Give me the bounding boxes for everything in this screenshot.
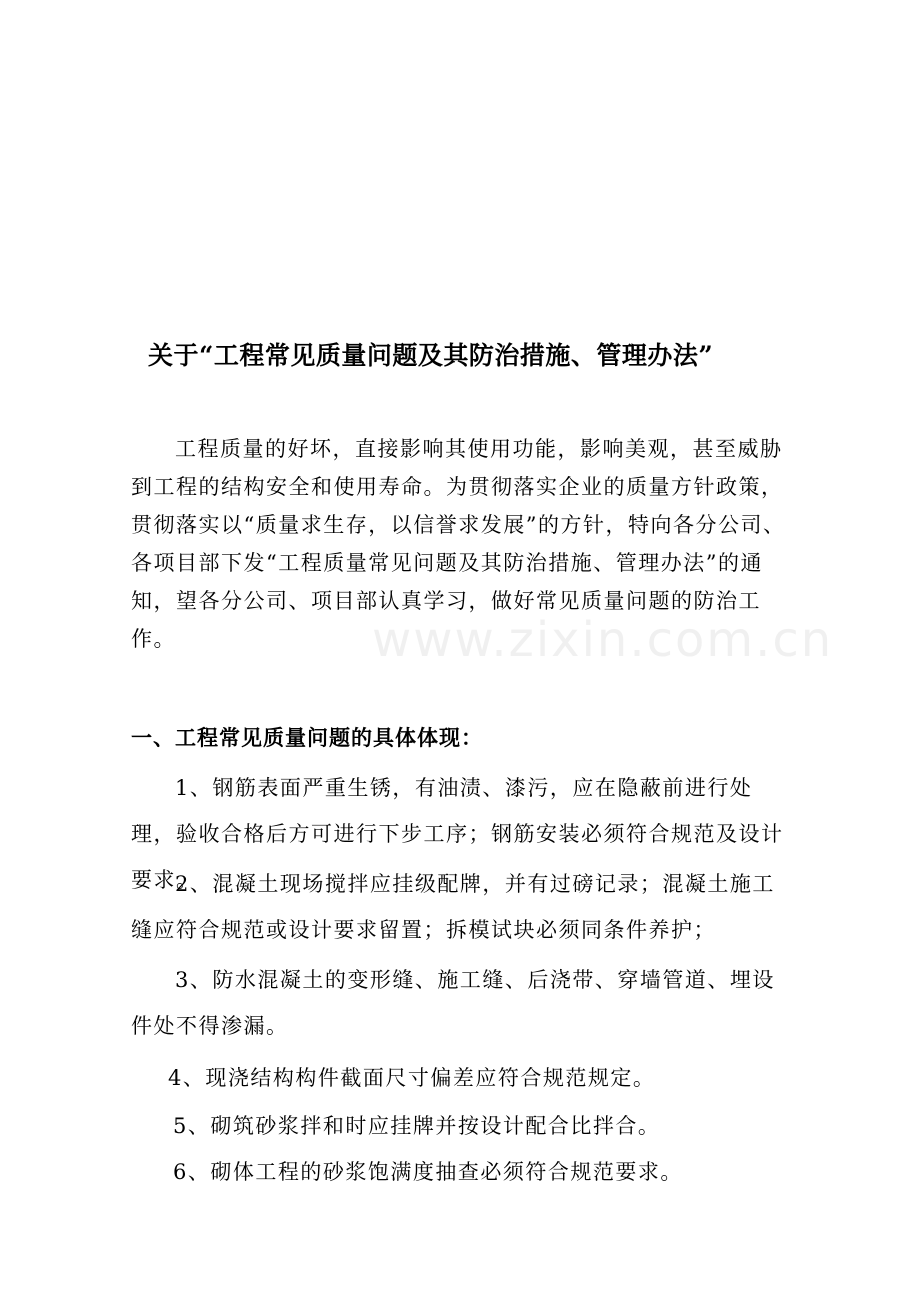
list-item-text: 3、防水混凝土的变形缝、施工缝、后浇带、穿墙管道、埋设件处不得渗漏。: [131, 968, 775, 1038]
watermark: www.zixin.com.cn: [372, 612, 834, 668]
list-item-text: 5、砌筑砂浆拌和时应挂牌并按设计配合比拌合。: [173, 1114, 661, 1138]
list-item-text: 4、现浇结构构件截面尺寸偏差应符合规范规定。: [168, 1066, 656, 1090]
intro-text: 工程质量的好坏，直接影响其使用功能，影响美观，甚至威胁到工程的结构安全和使用寿命。为贯彻落实企业的质量方针政策，贯彻落实以“质量求生存，以信誉求发展”的方针，特向各分公司、各项目部下发“工程质量常见问题及其防治措施、管理办法”的通知，望各分公司、项目部认真学习，做好常见质量问题的防治工作。: [131, 437, 786, 651]
section-heading: 一、工程常见质量问题的具体体现：: [131, 725, 483, 750]
list-item: [131, 957, 796, 1049]
list-item: [168, 1055, 833, 1101]
list-item: [131, 861, 796, 953]
document-title: 关于“工程常见质量问题及其防治措施、管理办法”: [148, 341, 714, 370]
list-item: [173, 1103, 838, 1149]
list-item-text: 2、混凝土现场搅拌应挂级配牌，并有过磅记录；混凝土施工缝应符合规范或设计要求留置；拆模试块必须同条件养护；: [131, 872, 775, 942]
intro-paragraph: [131, 430, 796, 658]
list-item: [173, 1149, 838, 1195]
list-item-text: 1、钢筋表面严重生锈，有油渍、漆污，应在隐蔽前进行处理，验收合格后方可进行下步工序；钢筋安装必须符合规范及设计要求。: [131, 776, 784, 892]
list-item-text: 6、砌体工程的砂浆饱满度抽查必须符合规范要求。: [173, 1160, 683, 1184]
